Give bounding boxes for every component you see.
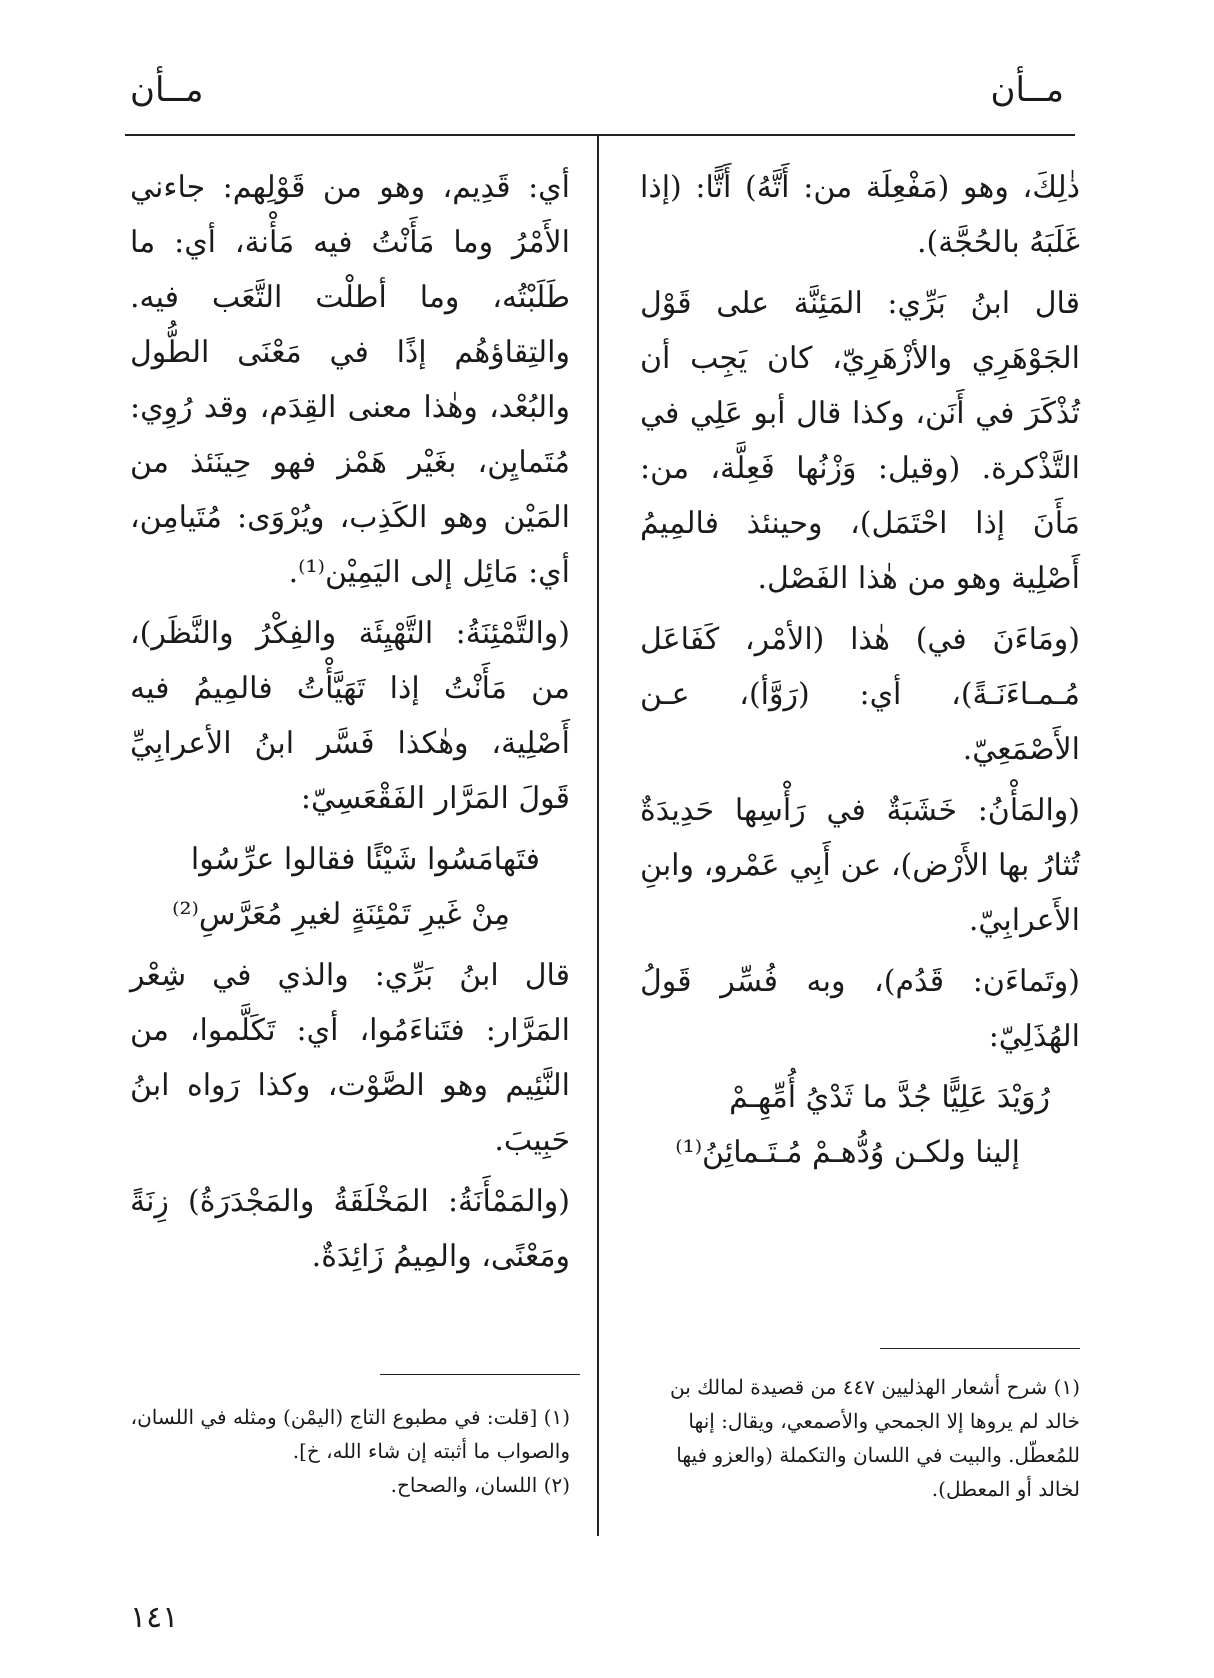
footnote: (١) شرح أشعار الهذليين ٤٤٧ من قصيدة لمالك بن خالد لم يروها إلا الجمحي والأصمعي، ويقال: إنها للمُعطّل. والبيت في اللسان والتكملة (والعزو فيها لخالد أو المعطل). [670,1375,1080,1501]
paragraph: (وتَماءَن: قَدُم)، وبه فُسِّر قَولُ الهُذَلِيّ: [640,964,1080,1054]
paragraph: قال ابنُ بَرِّي: المَئِنَّة على قَوْل الجَوْهَرِي والأزْهَرِيّ، كان يَجِب أن تُذْكَرَ في أَنَن، وكذا قال أبو عَلِي في التَّذْكرة. (وقيل: وَزْنُها فَعِلَّة، من: مَأَنَ إذا احْتَمَل)، وحينئذ فالمِيمُ أَصْلِية وهو من هٰذا الفَصْل. [640,286,1080,596]
header-rule [125,134,1075,136]
paragraph: (والمَمْأَنَةُ: المَخْلَقَةُ والمَجْدَرَةُ) زِنَةً ومَعْنًى، والمِيمُ زَائِدَةٌ. [130,1184,570,1274]
left-footnotes [130,1400,570,1502]
running-header-left: مــأن [130,70,204,110]
footnote: (٢) اللسان، والصحاح. [390,1473,570,1497]
verse-line: مِنْ غَيرِ تَمْئِنَةٍ لغيرِ مُعَرَّسِ⁽²⁾ [172,897,510,932]
right-column [640,160,1080,1186]
paragraph: ذٰلِكَ، وهو (مَفْعِلَة من: أَتَّهُ) أَتًّا: (إذا غَلَبَهُ بالحُجَّة). [640,170,1080,260]
footnote-rule [880,1348,1080,1349]
paragraph: (والتَّمْئِنَةُ: التَّهْيِئَة والفِكْرُ والنَّظَر)، من مَأَنْتُ إذا تَهَيَّأْتُ فالمِيمُ فيه أَصْلِية، وهٰكذا فَسَّر ابنُ الأعرابِيِّ قَولَ المَرَّار الفَقْعَسِيّ: [130,616,570,816]
column-divider [597,136,599,1536]
verse-line: رُوَيْدَ عَلِيًّا جُدَّ ما ثَدْيُ أُمِّهِـمْ [729,1080,1050,1115]
page-number: ١٤١ [130,1600,179,1635]
verse-line: إلينا ولكـن وُدُّهـمْ مُـتَـمائِنُ⁽¹⁾ [675,1135,1020,1170]
paragraph: (ومَاءَنَ في) هٰذا (الأمْر، كَفَاعَل مُـمـاءَنَـةً)، أي: (رَوَّأ)، عـن الأَصْمَعِيّ. [640,622,1080,767]
verse-line: فتَهامَسُوا شَيْئًا فقالوا عرِّسُوا [190,842,540,877]
left-column [130,160,570,1290]
running-header-right: مــأن [990,70,1064,110]
footnote-rule [380,1374,580,1375]
paragraph: قال ابنُ بَرِّي: والذي في شِعْر المَرَّار: فتَناءَمُوا، أي: تَكَلَّموا، من النَّئِيم وهو الصَّوْت، وكذا رَواه ابنُ حَبِيبَ. [130,958,570,1158]
paragraph: أي: قَدِيم، وهو من قَوْلِهم: جاءني الأَمْرُ وما مَأَنْتُ فيه مَأْنة، أي: ما طَلَبْتُه، وما أطلْت التَّعَب فيه. والتِقاؤهُم إذًا في مَعْنَى الطُّول والبُعْد، وهٰذا معنى القِدَم، وقد رُوِي: مُتَمايِن، بغَيْر هَمْز فهو حِينَئذ من المَيْن وهو الكَذِب، ويُرْوَى: مُتَيامِن، أي: مَائِل إلى اليَمِيْن⁽¹⁾. [130,170,570,590]
footnote: (١) [قلت: في مطبوع التاج (اليمْن) ومثله في اللسان، والصواب ما أثبته إن شاء الله، خ]. [130,1405,570,1463]
right-footnotes [640,1370,1080,1506]
paragraph: (والمَأْنُ: خَشَبَةٌ في رَأْسِها حَدِيدَةٌ تُثارُ بها الأَرْض)، عن أَبِي عَمْرو، وابنِ الأَعرابِيّ. [640,793,1080,938]
